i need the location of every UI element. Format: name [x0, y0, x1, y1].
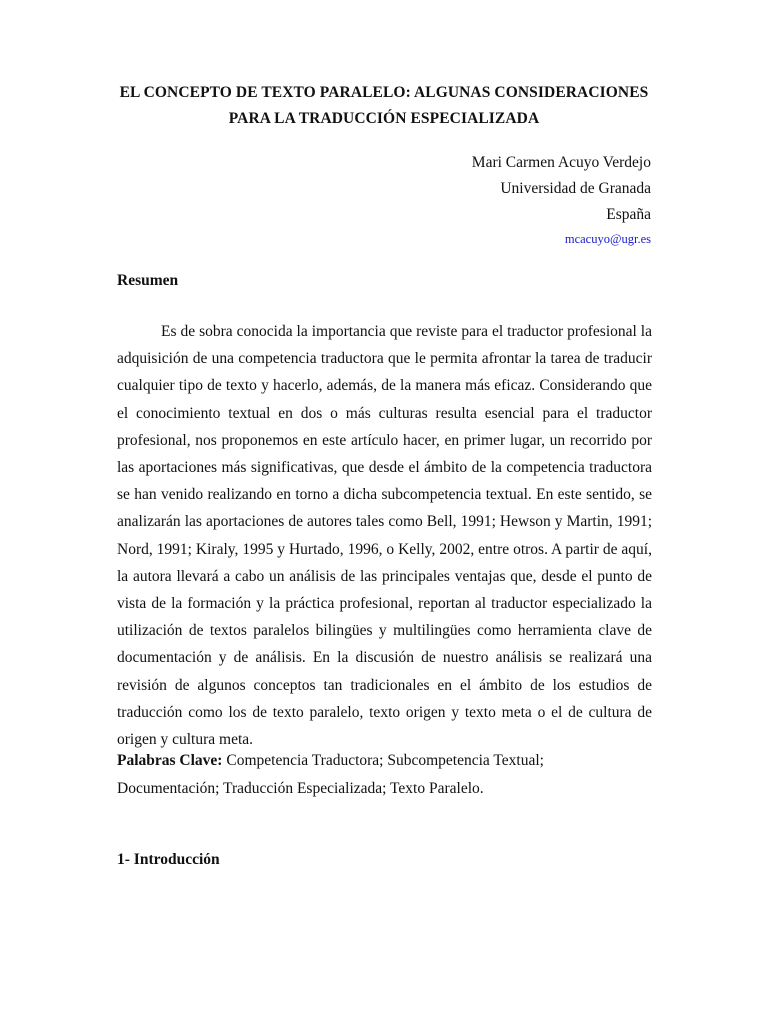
abstract-body: Es de sobra conocida la importancia que reviste para el traductor profesional la adquisición de una competencia traductora que le permita afrontar la tarea de traducir cualquier tipo de texto y hacerlo, además, de la manera más eficaz. Considerando que el conocimiento textual en dos o más culturas resulta esencial para el traductor profesional, nos proponemos en este artículo hacer, en primer lugar, un recorrido por las aportaciones más significativas, que desde el ámbito de la competencia traductora se han venido realizando en torno a dicha subcompetencia textual. En este sentido, se analizarán las aportaciones de autores tales como Bell, 1991; Hewson y Martin, 1991; Nord, 1991; Kiraly, 1995 y Hurtado, 1996, o Kelly, 2002, entre otros. A partir de aquí, la autora llevará a cabo un análisis de las principales ventajas que, desde el punto de vista de la formación y la práctica profesional, reportan al traductor especializado la utilización de textos paralelos bilingües y multilingües como herramienta clave de documentación y de análisis. En la discusión de nuestro análisis se realizará una revisión de algunos conceptos tan tradicionales en el ámbito de los estudios de traducción como los de texto paralelo, texto origen y texto meta o el de cultura de origen y cultura meta. — [117, 323, 652, 749]
paper-title-line-2: PARA LA TRADUCCIÓN ESPECIALIZADA — [228, 110, 540, 127]
paper-title-line-1: EL CONCEPTO DE TEXTO PARALELO: ALGUNAS CONSIDERACIONES — [119, 84, 649, 101]
author-name: Mari Carmen Acuyo Verdejo — [471, 154, 651, 171]
keywords-block — [117, 747, 657, 802]
keywords-line-1: Competencia Traductora; Subcompetencia Textual; — [226, 752, 544, 769]
author-email-link[interactable]: mcacuyo@ugr.es — [564, 232, 651, 246]
keywords-line-2: Documentación; Traducción Especializada; Texto Paralelo. — [117, 779, 484, 797]
author-block — [472, 150, 651, 250]
author-affiliation: Universidad de Granada — [500, 180, 651, 197]
author-country: España — [606, 206, 651, 223]
abstract-heading: Resumen — [117, 272, 179, 289]
keywords-label: Palabras Clave: — [117, 752, 223, 769]
section-heading-introduction: 1- Introducción — [117, 851, 220, 868]
